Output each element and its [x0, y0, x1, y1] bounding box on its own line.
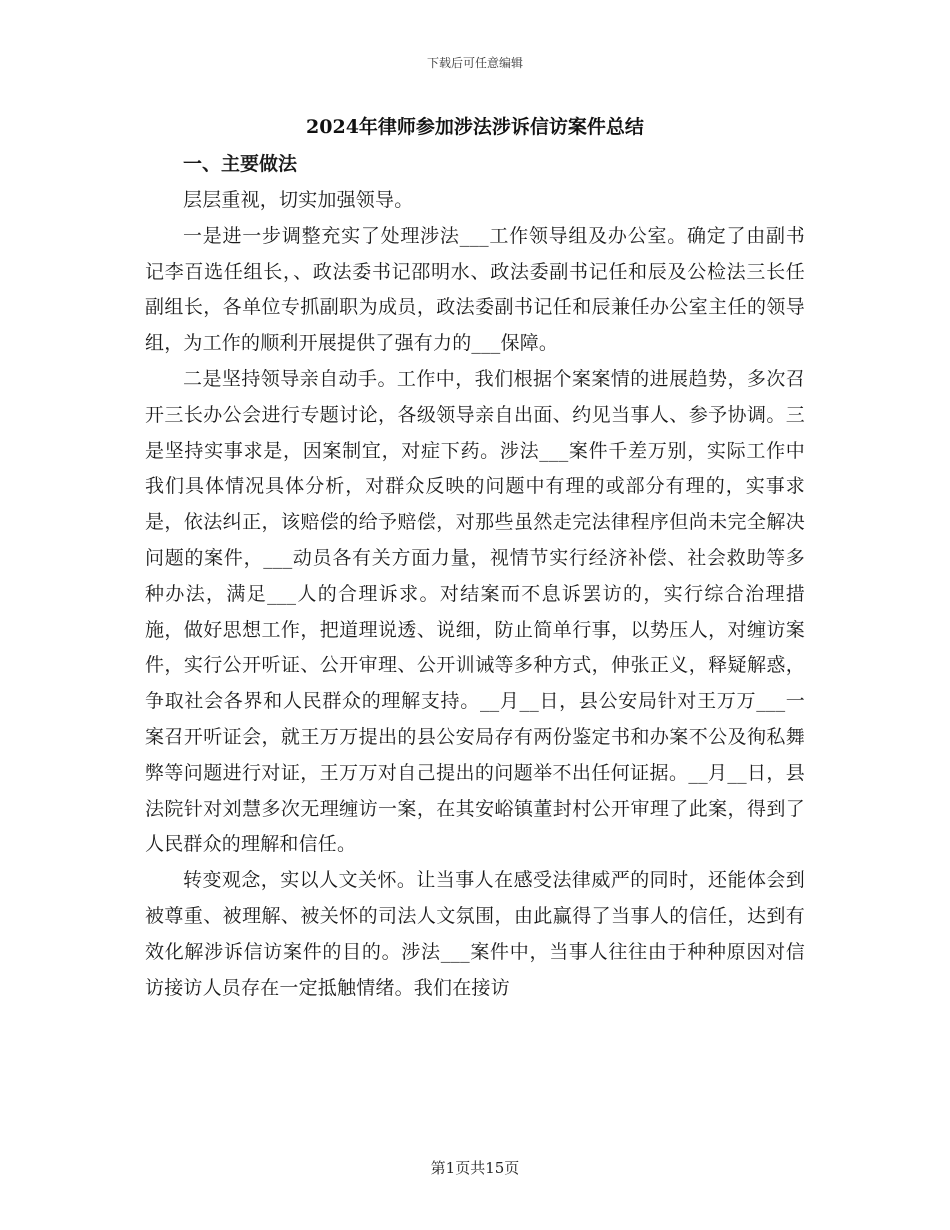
section-heading: 一、主要做法 [183, 153, 298, 175]
document-title: 2024年律师参加涉法涉诉信访案件总结 [306, 116, 644, 138]
document-body [145, 147, 805, 1006]
paragraph: 层层重视，切实加强领导。 [183, 189, 414, 211]
paragraph: 转变观念，实以人文关怀。让当事人在感受法律威严的同时，还能体会到被尊重、被理解、被关怀的司法人文氛围，由此赢得了当事人的信任，达到有效化解涉诉信访案件的目的。涉法___案件中，当事人往往由于种种原因对信访接访人员存在一定抵触情绪。我们在接访 [145, 869, 805, 999]
page-footer: 第1页共15页 [430, 1159, 520, 1177]
header-note: 下载后可任意编辑 [426, 56, 523, 70]
paragraph: 一是进一步调整充实了处理涉法___工作领导组及办公室。确定了由副书记李百选任组长，、政法委书记邵明水、政法委副书记任和辰及公检法三长任副组长，各单位专抓副职为成员，政法委副书记任和辰兼任办公室主任的领导组，为工作的顺利开展提供了强有力的___保障。 [145, 224, 805, 355]
paragraph: 二是坚持领导亲自动手。工作中，我们根据个案案情的进展趋势，多次召开三长办公会进行专题讨论，各级领导亲自出面、约见当事人、参予协调。三是坚持实事求是，因案制宜，对症下药。涉法___案件千差万别，实际工作中我们具体情况具体分析，对群众反映的问题中有理的或部分有理的，实事求是，依法纠正，该赔偿的给予赔偿，对那些虽然走完法律程序但尚未完全解决问题的案件，___动员各有关方面力量，视情节实行经济补偿、社会救助等多种办法，满足___人的合理诉求。对结案而不息诉罢访的，实行综合治理措施，做好思想工作，把道理说透、说细，防止简单行事，以势压人，对缠访案件，实行公开听证、公开审理、公开训诫等多种方式，伸张正义，释疑解惑，争取社会各界和人民群众的理解支持。__月__日，县公安局针对王万万___一案召开听证会，就王万万提出的县公安局存有两份鉴定书和办案不公及徇私舞弊等问题进行对证，王万万对自己提出的问题举不出任何证据。__月__日，县法院针对刘慧多次无理缠访一案，在其安峪镇董封村公开审理了此案，得到了人民群众的理解和信任。 [145, 367, 805, 856]
